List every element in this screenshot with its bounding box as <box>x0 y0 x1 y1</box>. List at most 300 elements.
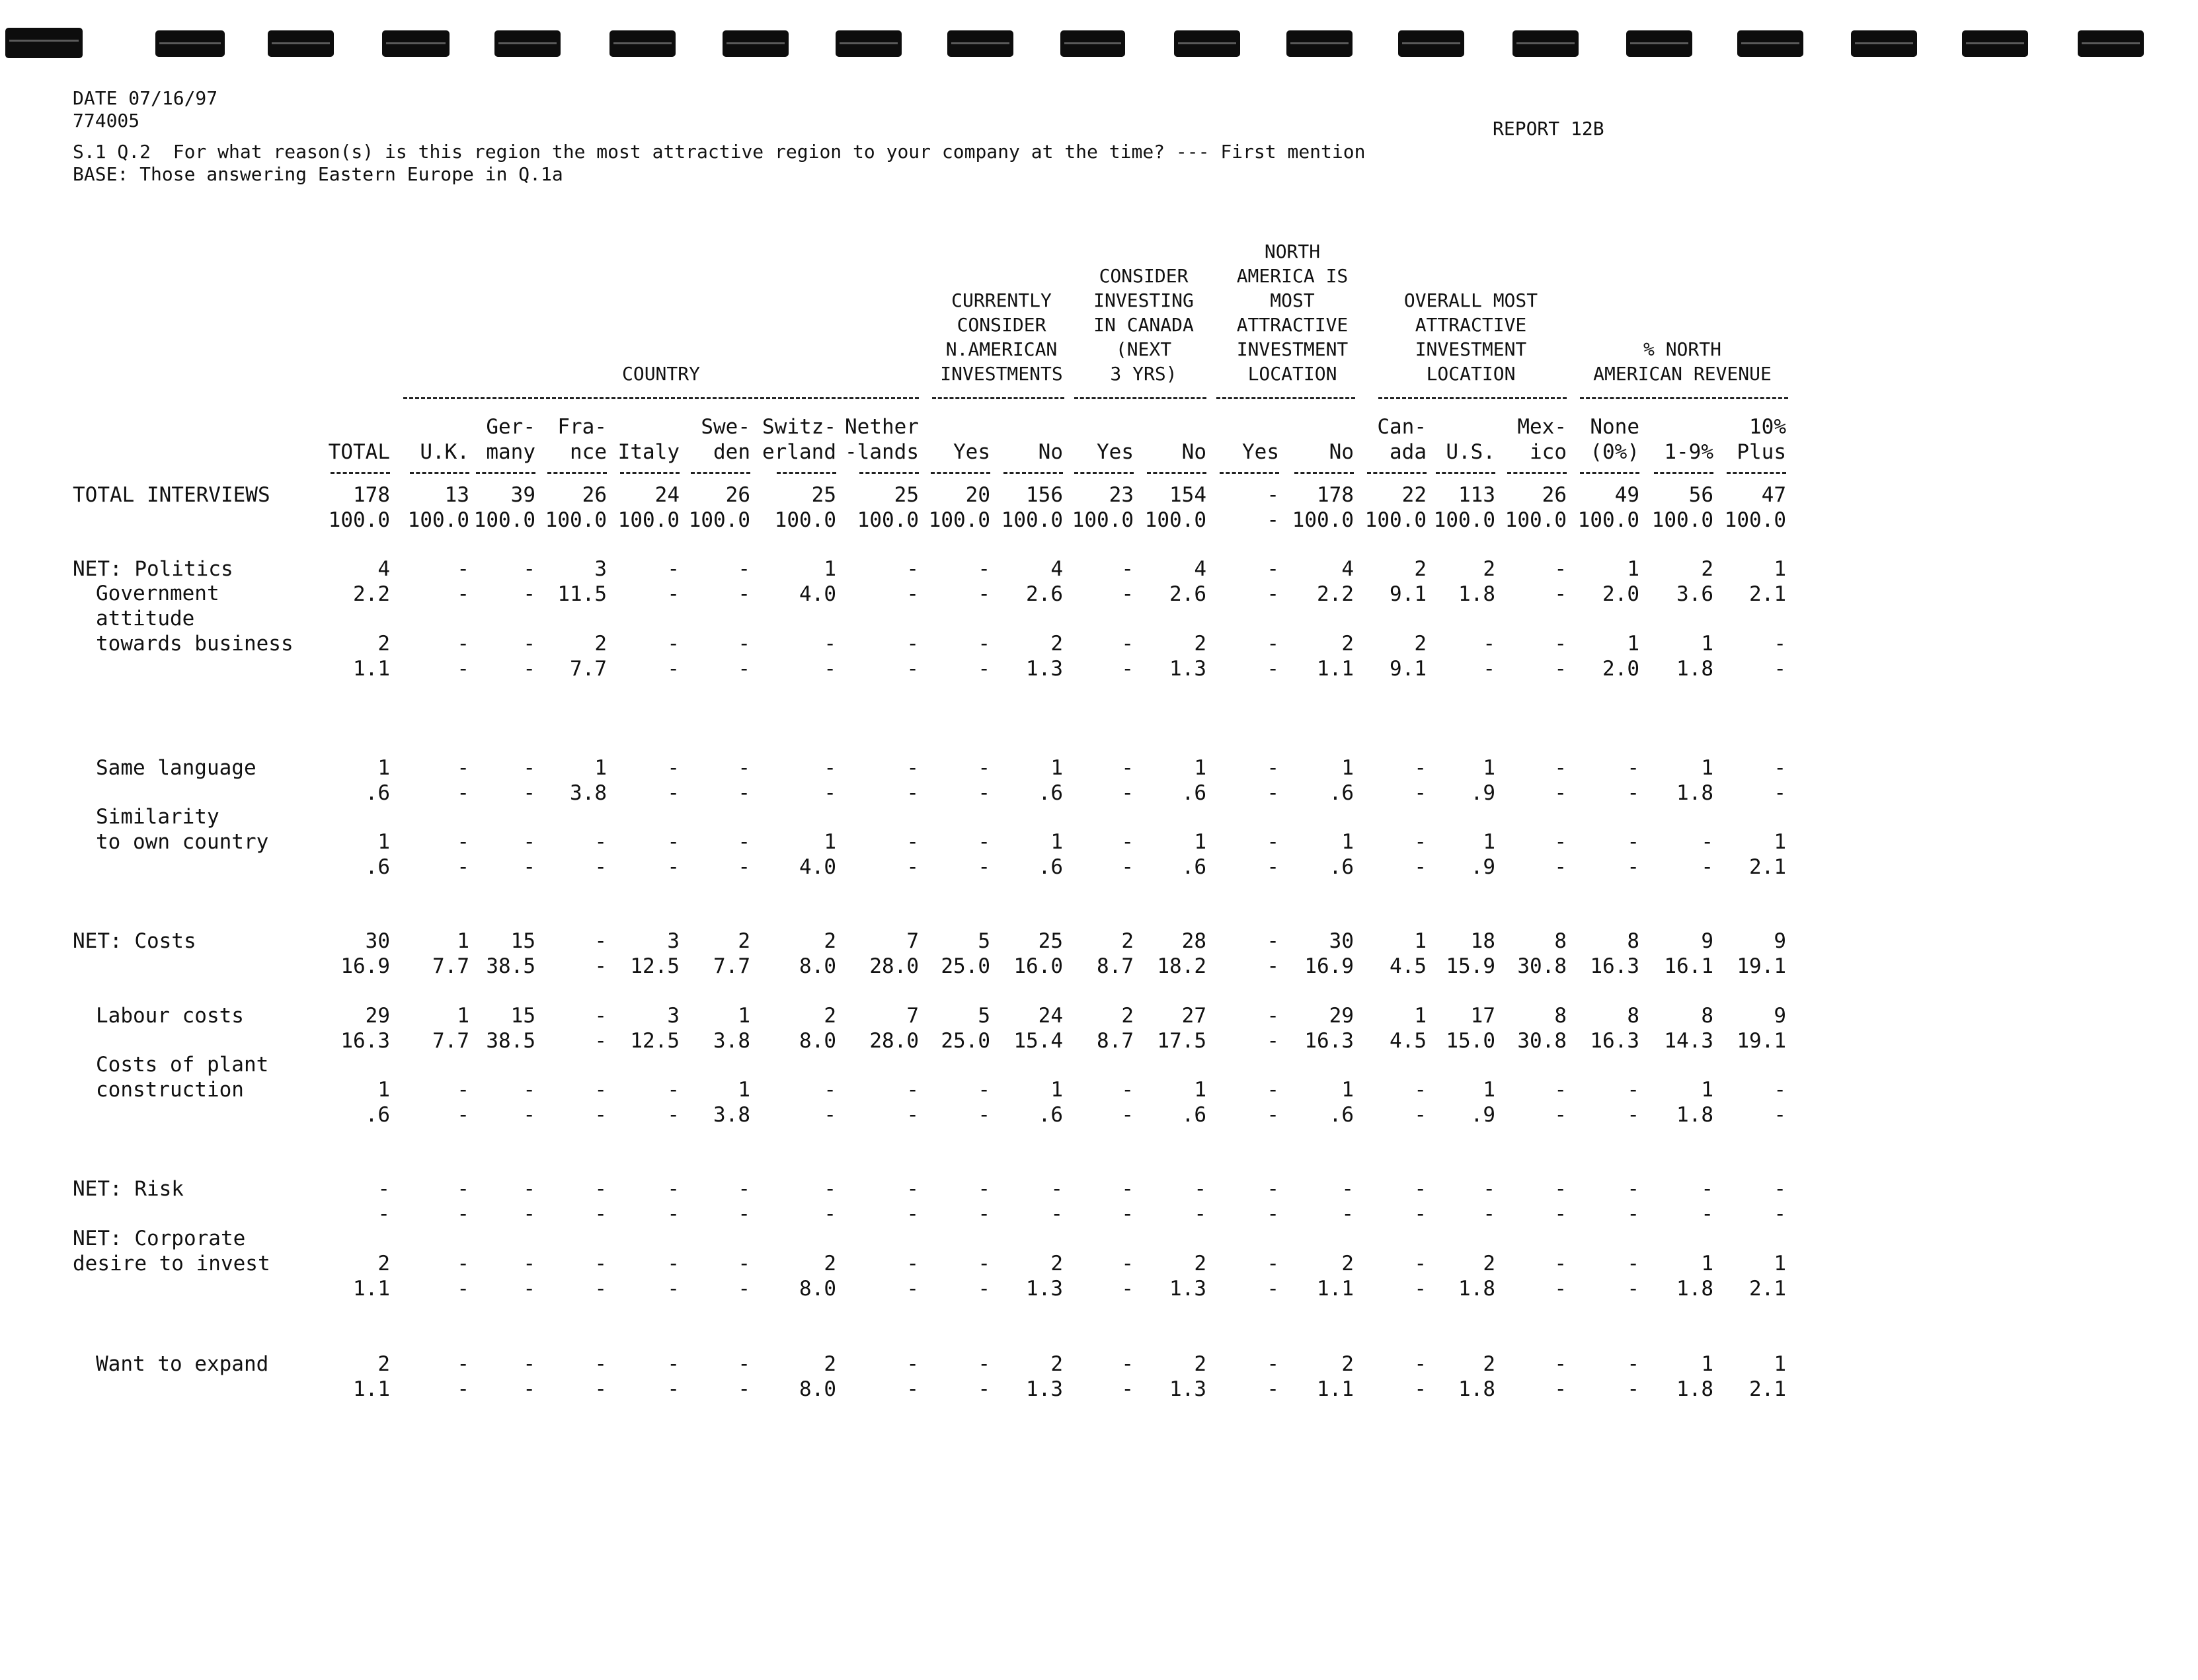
count-cell: - <box>738 632 750 656</box>
count-cell: - <box>978 1177 990 1201</box>
percent-cell: 100.0 <box>407 508 469 532</box>
count-cell: 24 <box>1038 1004 1063 1028</box>
percent-cell: 8.0 <box>799 1029 836 1053</box>
percent-cell: 8.0 <box>799 1377 836 1401</box>
percent-cell: .6 <box>1329 1103 1354 1127</box>
count-cell: 2 <box>1414 557 1427 581</box>
group-underline <box>1216 397 1355 399</box>
count-cell: 30 <box>365 929 390 953</box>
count-cell: - <box>1341 1177 1354 1201</box>
percent-cell: 16.9 <box>1304 954 1354 978</box>
count-cell: - <box>1774 632 1786 656</box>
count-cell: - <box>457 632 469 656</box>
percent-cell: 4.5 <box>1390 1029 1427 1053</box>
percent-cell: 1.8 <box>1676 1277 1713 1301</box>
count-cell: 2 <box>1483 1352 1495 1376</box>
count-cell: 1 <box>738 1004 750 1028</box>
count-cell: - <box>824 1078 836 1102</box>
count-cell: 1 <box>1194 830 1206 854</box>
count-cell: 3 <box>594 557 607 581</box>
count-cell: - <box>1414 1352 1427 1376</box>
perforation-block <box>1060 30 1125 57</box>
count-cell: - <box>1267 830 1279 854</box>
percent-cell: - <box>824 781 836 805</box>
count-cell: - <box>1121 557 1134 581</box>
percent-cell: 1.3 <box>1026 1277 1063 1301</box>
percent-cell: .9 <box>1470 781 1495 805</box>
count-cell: 23 <box>1109 483 1134 507</box>
count-cell: - <box>1267 1177 1279 1201</box>
count-cell: 1 <box>457 1004 469 1028</box>
percent-cell: 16.9 <box>340 954 390 978</box>
count-cell: - <box>906 756 919 780</box>
percent-cell: - <box>824 1202 836 1226</box>
percent-cell: - <box>1267 781 1279 805</box>
group-underline <box>1074 397 1206 399</box>
count-cell: - <box>1267 1252 1279 1276</box>
percent-cell: - <box>1554 582 1567 606</box>
column-underline <box>1654 472 1713 474</box>
column-header: Nether -lands <box>845 415 919 464</box>
percent-cell: - <box>1627 855 1639 879</box>
column-header: 10% Plus <box>1737 415 1786 464</box>
count-cell: - <box>523 1252 535 1276</box>
count-cell: 1 <box>1483 756 1495 780</box>
count-cell: - <box>738 557 750 581</box>
percent-cell: 4.5 <box>1390 954 1427 978</box>
percent-cell: 16.3 <box>1304 1029 1354 1053</box>
column-underline <box>1727 472 1786 474</box>
percent-cell: 3.6 <box>1676 582 1713 606</box>
perforation-block <box>1512 30 1579 57</box>
percent-cell: 100.0 <box>1144 508 1206 532</box>
percent-cell: .6 <box>1038 781 1063 805</box>
count-cell: 15 <box>510 929 535 953</box>
perforation-block <box>155 30 225 57</box>
percent-cell: - <box>978 1377 990 1401</box>
count-cell: 1 <box>1194 756 1206 780</box>
percent-cell: - <box>523 657 535 681</box>
column-header: Yes <box>1097 440 1134 464</box>
count-cell: - <box>1121 1352 1134 1376</box>
percent-cell: - <box>1267 657 1279 681</box>
percent-cell: 2.6 <box>1169 582 1206 606</box>
percent-cell: 2.2 <box>1317 582 1354 606</box>
percent-cell: 8.0 <box>799 954 836 978</box>
count-cell: - <box>1627 756 1639 780</box>
perforation-block <box>5 28 83 58</box>
count-cell: 1 <box>594 756 607 780</box>
percent-cell: 1.8 <box>1458 1277 1495 1301</box>
count-cell: - <box>1554 1252 1567 1276</box>
count-cell: - <box>906 632 919 656</box>
count-cell: - <box>738 1177 750 1201</box>
percent-cell: - <box>1267 855 1279 879</box>
percent-cell: - <box>1267 508 1279 532</box>
count-cell: 27 <box>1181 1004 1206 1028</box>
percent-cell: 1.8 <box>1676 1103 1713 1127</box>
count-cell: - <box>738 1252 750 1276</box>
percent-cell: - <box>1121 855 1134 879</box>
percent-cell: .6 <box>1329 855 1354 879</box>
percent-cell: - <box>1483 657 1495 681</box>
count-cell: 13 <box>444 483 469 507</box>
percent-cell: - <box>594 1103 607 1127</box>
percent-cell: 100.0 <box>774 508 836 532</box>
count-cell: - <box>523 830 535 854</box>
percent-cell: 8.0 <box>799 1277 836 1301</box>
count-cell: - <box>1701 1177 1713 1201</box>
count-cell: 8 <box>1627 1004 1639 1028</box>
percent-cell: - <box>377 1202 390 1226</box>
percent-cell: - <box>978 657 990 681</box>
percent-cell: - <box>1414 1277 1427 1301</box>
percent-cell: 2.0 <box>1602 657 1639 681</box>
count-cell: - <box>1554 1352 1567 1376</box>
column-underline <box>1367 472 1427 474</box>
perforation-block <box>494 30 561 57</box>
percent-cell: 2.1 <box>1749 1377 1786 1401</box>
count-cell: 1 <box>738 1078 750 1102</box>
column-header: Mex- ico <box>1517 415 1567 464</box>
percent-cell: 100.0 <box>545 508 607 532</box>
count-cell: - <box>594 929 607 953</box>
percent-cell: 2.2 <box>353 582 390 606</box>
column-underline <box>1580 472 1639 474</box>
count-cell: - <box>824 756 836 780</box>
percent-cell: 16.3 <box>1590 1029 1639 1053</box>
column-header: No <box>1329 440 1354 464</box>
count-cell: - <box>1483 632 1495 656</box>
perforation-block <box>609 30 676 57</box>
percent-cell: 1.8 <box>1458 582 1495 606</box>
percent-cell: 15.4 <box>1013 1029 1063 1053</box>
count-cell: 7 <box>906 1004 919 1028</box>
percent-cell: - <box>594 1277 607 1301</box>
count-cell: 1 <box>1483 1078 1495 1102</box>
percent-cell: - <box>738 582 750 606</box>
count-cell: 26 <box>582 483 607 507</box>
percent-cell: - <box>667 1377 680 1401</box>
count-cell: 2 <box>824 929 836 953</box>
column-underline <box>1436 472 1495 474</box>
base-text: BASE: Those answering Eastern Europe in Q.1a <box>73 163 563 185</box>
count-cell: 2 <box>1050 1352 1063 1376</box>
percent-cell: - <box>594 1202 607 1226</box>
percent-cell: 3.8 <box>713 1103 750 1127</box>
column-header: Yes <box>953 440 990 464</box>
column-underline <box>1003 472 1063 474</box>
count-cell: - <box>1414 1252 1427 1276</box>
percent-cell: - <box>906 855 919 879</box>
percent-cell: - <box>1414 855 1427 879</box>
count-cell: 29 <box>1329 1004 1354 1028</box>
count-cell: - <box>1267 1352 1279 1376</box>
count-cell: 154 <box>1169 483 1206 507</box>
count-cell: - <box>1483 1177 1495 1201</box>
percent-cell: 14.3 <box>1664 1029 1713 1053</box>
count-cell: 5 <box>978 1004 990 1028</box>
count-cell: - <box>1121 830 1134 854</box>
perforation-block <box>947 30 1013 57</box>
count-cell: - <box>1554 557 1567 581</box>
percent-cell: - <box>1267 1103 1279 1127</box>
percent-cell: - <box>1267 1202 1279 1226</box>
count-cell: - <box>1414 1078 1427 1102</box>
percent-cell: - <box>1483 1202 1495 1226</box>
percent-cell: 1.8 <box>1458 1377 1495 1401</box>
count-cell: 17 <box>1470 1004 1495 1028</box>
count-cell: 8 <box>1554 1004 1567 1028</box>
group-underline <box>932 397 1064 399</box>
percent-cell: 1.1 <box>353 657 390 681</box>
count-cell: 7 <box>906 929 919 953</box>
percent-cell: 4.0 <box>799 582 836 606</box>
group-header: CONSIDER INVESTING IN CANADA (NEXT 3 YRS) <box>1093 265 1194 385</box>
count-cell: - <box>906 1352 919 1376</box>
count-cell: - <box>1774 1177 1786 1201</box>
count-cell: 49 <box>1614 483 1639 507</box>
percent-cell: 100.0 <box>1577 508 1639 532</box>
percent-cell: - <box>906 781 919 805</box>
count-cell: 2 <box>377 1252 390 1276</box>
column-underline <box>859 472 919 474</box>
percent-cell: - <box>1121 1277 1134 1301</box>
percent-cell: 1.3 <box>1026 1377 1063 1401</box>
column-header: Can- ada <box>1377 415 1427 464</box>
column-header: No <box>1038 440 1063 464</box>
count-cell: 5 <box>978 929 990 953</box>
percent-cell: 100.0 <box>328 508 390 532</box>
count-cell: - <box>1627 1352 1639 1376</box>
percent-cell: 1.8 <box>1676 657 1713 681</box>
count-cell: 1 <box>1701 1352 1713 1376</box>
perforation-block <box>1851 30 1917 57</box>
count-cell: 2 <box>1414 632 1427 656</box>
count-cell: - <box>1267 632 1279 656</box>
percent-cell: - <box>457 1103 469 1127</box>
percent-cell: - <box>1554 781 1567 805</box>
count-cell: 9 <box>1774 1004 1786 1028</box>
percent-cell: 38.5 <box>486 954 535 978</box>
count-cell: - <box>523 557 535 581</box>
percent-cell: 8.7 <box>1097 954 1134 978</box>
percent-cell: - <box>978 1103 990 1127</box>
count-cell: - <box>906 557 919 581</box>
percent-cell: 100.0 <box>1505 508 1567 532</box>
row-label: Government attitude towards business <box>96 582 294 656</box>
count-cell: - <box>1774 1078 1786 1102</box>
count-cell: 113 <box>1458 483 1495 507</box>
count-cell: 25 <box>811 483 836 507</box>
percent-cell: 18.2 <box>1157 954 1206 978</box>
percent-cell: 16.0 <box>1013 954 1063 978</box>
percent-cell: - <box>1554 1103 1567 1127</box>
column-header: Italy <box>617 440 680 464</box>
percent-cell: - <box>1554 657 1567 681</box>
percent-cell: - <box>1267 1029 1279 1053</box>
percent-cell: - <box>738 855 750 879</box>
count-cell: - <box>457 756 469 780</box>
column-underline <box>931 472 990 474</box>
percent-cell: - <box>667 582 680 606</box>
column-underline <box>1220 472 1279 474</box>
group-header: COUNTRY <box>621 363 700 385</box>
column-underline <box>620 472 680 474</box>
count-cell: - <box>667 557 680 581</box>
percent-cell: - <box>1414 1103 1427 1127</box>
count-cell: - <box>1554 830 1567 854</box>
count-cell: 2 <box>1483 557 1495 581</box>
count-cell: - <box>1121 1078 1134 1102</box>
percent-cell: - <box>594 1029 607 1053</box>
percent-cell: 1.1 <box>1317 1277 1354 1301</box>
count-cell: 26 <box>725 483 750 507</box>
perforation-block <box>1286 30 1353 57</box>
column-header: U.K. <box>420 440 469 464</box>
count-cell: - <box>1267 557 1279 581</box>
percent-cell: - <box>1121 1202 1134 1226</box>
percent-cell: - <box>1267 1277 1279 1301</box>
percent-cell: 25.0 <box>941 954 990 978</box>
percent-cell: - <box>824 657 836 681</box>
percent-cell: .6 <box>1038 855 1063 879</box>
count-cell: 156 <box>1026 483 1063 507</box>
count-cell: 2 <box>1341 1252 1354 1276</box>
percent-cell: - <box>1774 781 1786 805</box>
count-cell: 1 <box>1341 756 1354 780</box>
percent-cell: - <box>523 1277 535 1301</box>
count-cell: - <box>1121 1177 1134 1201</box>
count-cell: 25 <box>1038 929 1063 953</box>
percent-cell: - <box>1627 1377 1639 1401</box>
percent-cell: 100.0 <box>1724 508 1786 532</box>
count-cell: 18 <box>1470 929 1495 953</box>
percent-cell: 100.0 <box>1364 508 1427 532</box>
count-cell: - <box>1554 756 1567 780</box>
count-cell: - <box>1267 483 1279 507</box>
column-underline <box>547 472 607 474</box>
count-cell: 2 <box>1050 632 1063 656</box>
percent-cell: - <box>1267 1377 1279 1401</box>
percent-cell: - <box>594 1377 607 1401</box>
count-cell: 1 <box>1414 929 1427 953</box>
count-cell: 178 <box>1317 483 1354 507</box>
column-underline <box>1147 472 1206 474</box>
percent-cell: - <box>1414 1377 1427 1401</box>
row-label: NET: Corporate desire to invest <box>73 1227 270 1276</box>
count-cell: 2 <box>377 1352 390 1376</box>
percent-cell: - <box>978 1277 990 1301</box>
count-cell: - <box>1267 1004 1279 1028</box>
count-cell: 1 <box>824 830 836 854</box>
count-cell: - <box>523 1177 535 1201</box>
count-cell: 1 <box>824 557 836 581</box>
column-underline <box>1294 472 1354 474</box>
percent-cell: - <box>1194 1202 1206 1226</box>
count-cell: - <box>457 557 469 581</box>
percent-cell: - <box>1701 1202 1713 1226</box>
count-cell: 2 <box>1701 557 1713 581</box>
count-cell: 30 <box>1329 929 1354 953</box>
percent-cell: - <box>1121 582 1134 606</box>
count-cell: - <box>457 1252 469 1276</box>
percent-cell: 1.1 <box>1317 657 1354 681</box>
percent-cell: .6 <box>365 1103 390 1127</box>
percent-cell: 1.1 <box>1317 1377 1354 1401</box>
count-cell: - <box>978 1252 990 1276</box>
count-cell: 2 <box>824 1352 836 1376</box>
count-cell: - <box>1554 1177 1567 1201</box>
row-label: Want to expand <box>96 1352 269 1376</box>
column-header: No <box>1181 440 1206 464</box>
percent-cell: 2.1 <box>1749 1277 1786 1301</box>
percent-cell: - <box>1121 1103 1134 1127</box>
percent-cell: - <box>978 1202 990 1226</box>
report-date: DATE 07/16/97 <box>73 87 218 109</box>
count-cell: 1 <box>1774 1252 1786 1276</box>
perforation-block <box>1626 30 1692 57</box>
percent-cell: .6 <box>365 855 390 879</box>
column-header: 1-9% <box>1664 440 1713 464</box>
percent-cell: - <box>1774 1103 1786 1127</box>
count-cell: 4 <box>1194 557 1206 581</box>
count-cell: 1 <box>377 1078 390 1102</box>
column-underline <box>331 472 390 474</box>
row-label: TOTAL INTERVIEWS <box>73 483 270 507</box>
count-cell: - <box>978 632 990 656</box>
count-cell: 20 <box>965 483 990 507</box>
percent-cell: - <box>1701 855 1713 879</box>
count-cell: - <box>1627 1177 1639 1201</box>
group-underline <box>403 397 919 399</box>
count-cell: - <box>1267 1078 1279 1102</box>
count-cell: 29 <box>365 1004 390 1028</box>
count-cell: 1 <box>377 756 390 780</box>
count-cell: - <box>667 830 680 854</box>
percent-cell: 19.1 <box>1737 1029 1786 1053</box>
percent-cell: - <box>738 1277 750 1301</box>
column-header: U.S. <box>1446 440 1495 464</box>
percent-cell: - <box>594 855 607 879</box>
column-underline <box>777 472 836 474</box>
count-cell: 1 <box>1627 632 1639 656</box>
percent-cell: 12.5 <box>630 954 680 978</box>
count-cell: - <box>1194 1177 1206 1201</box>
percent-cell: - <box>738 1202 750 1226</box>
count-cell: - <box>523 756 535 780</box>
percent-cell: - <box>457 582 469 606</box>
percent-cell: - <box>978 582 990 606</box>
percent-cell: 9.1 <box>1390 657 1427 681</box>
count-cell: 1 <box>377 830 390 854</box>
percent-cell: - <box>667 657 680 681</box>
count-cell: - <box>667 756 680 780</box>
percent-cell: 100.0 <box>617 508 680 532</box>
percent-cell: 100.0 <box>857 508 919 532</box>
count-cell: 9 <box>1701 929 1713 953</box>
count-cell: - <box>594 1177 607 1201</box>
percent-cell: 30.8 <box>1517 1029 1567 1053</box>
count-cell: 2 <box>1341 632 1354 656</box>
count-cell: 4 <box>1050 557 1063 581</box>
percent-cell: 15.9 <box>1446 954 1495 978</box>
count-cell: - <box>1414 756 1427 780</box>
percent-cell: - <box>667 1277 680 1301</box>
percent-cell: - <box>1627 1103 1639 1127</box>
column-header: None (0%) <box>1590 415 1639 464</box>
percent-cell: .6 <box>365 781 390 805</box>
